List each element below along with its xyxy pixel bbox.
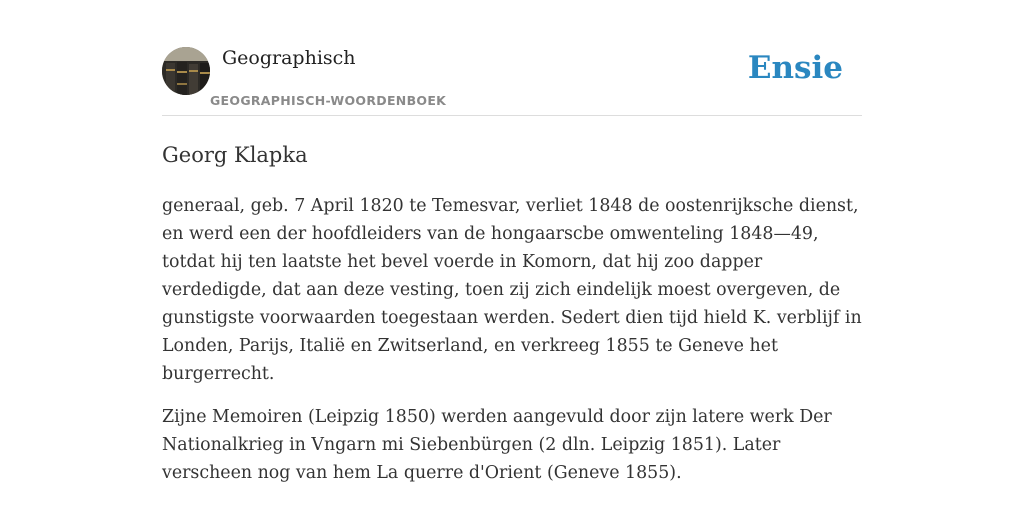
- source-title-link[interactable]: Geographisch: [222, 47, 356, 69]
- book-spines-icon: [162, 47, 210, 95]
- article-title: Georg Klapka: [162, 143, 308, 167]
- source-header: [162, 0, 862, 116]
- article-paragraph: generaal, geb. 7 April 1820 te Temesvar, verliet 1848 de oostenrijksche dienst, en werd een der hoofdleiders van de hongaarscbe omwenteling 1848—49, totdat hij ten laatste het bevel voerde in Komorn, dat hij zoo dapper verdedigde, dat aan deze vesting, toen zij zich eindelijk moest overgeven, de gunstigste voorwaarden toegestaan werden. Sedert dien tijd hield K. verblijf in Londen, Parijs, Italië en Zwitserland, en verkreeg 1855 te Geneve het burgerrecht.: [162, 196, 862, 384]
- brand-logo[interactable]: Ensie: [747, 50, 843, 86]
- article-body: [162, 192, 862, 502]
- article-page: [162, 0, 862, 483]
- source-avatar[interactable]: [162, 47, 210, 95]
- article-paragraph: Zijne Memoiren (Leipzig 1850) werden aangevuld door zijn latere werk Der Nationalkrieg in Vngarn mi Siebenbürgen (2 dln. Leipzig 1851). Later verscheen nog van hem La querre d'Orient (Geneve 1855).: [162, 407, 832, 483]
- source-subtitle-link[interactable]: GEOGRAPHISCH-WOORDENBOEK: [210, 93, 447, 108]
